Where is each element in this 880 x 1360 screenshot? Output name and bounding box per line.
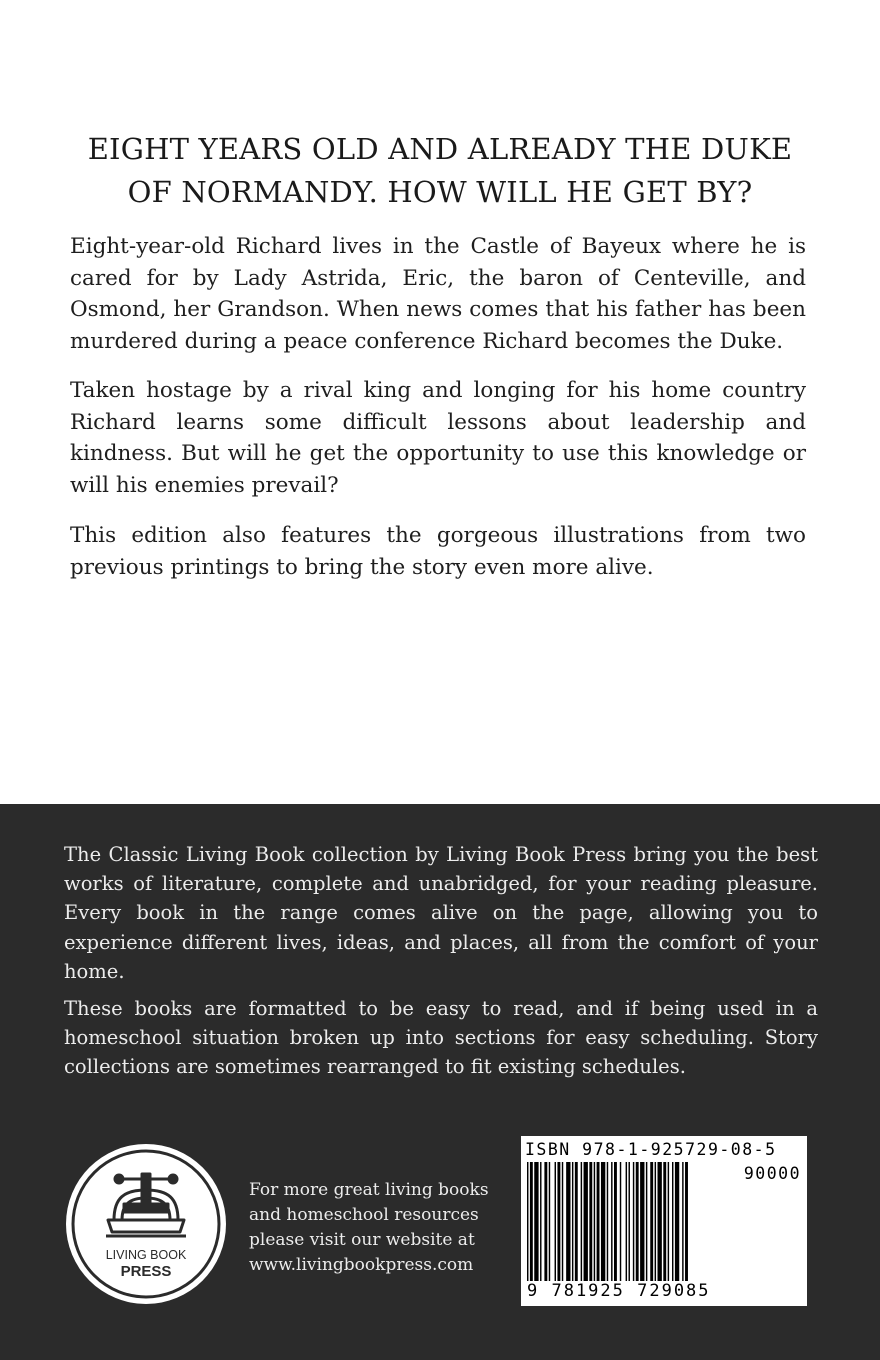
- barcode-bar: [636, 1162, 639, 1288]
- cover-bottom-panel: [0, 804, 880, 1360]
- collection-paragraph-1: The Classic Living Book collection by Living Book Press bring you the best works of literature, complete and unabridged, for your reading pleasure. Every book in the range comes alive on the page, allowing you to experience different lives, ideas, and places, all from the comfort of your home.: [64, 843, 818, 983]
- headline-line-2: OF NORMANDY. HOW WILL HE GET BY?: [127, 175, 753, 209]
- synopsis-paragraph-1: Eight-year-old Richard lives in the Castle of Bayeux where he is cared for by Lady Astrida, Eric, the baron of Centeville, and Osmond, her Grandson. When news comes that his father has been murdered during a peace conference Richard becomes the Duke.: [70, 234, 806, 354]
- barcode-bar: [611, 1162, 612, 1288]
- barcode-bar: [672, 1162, 673, 1288]
- synopsis-paragraph-3: This edition also features the gorgeous illustrations from two previous printings to bring the story even more alive.: [70, 523, 806, 580]
- ean-digits: 9 781925 729085: [527, 1281, 711, 1301]
- barcode-bar: [594, 1162, 595, 1288]
- logo-line-1: LIVING BOOK: [105, 1248, 187, 1262]
- barcode-bar: [584, 1162, 588, 1288]
- barcode-bar: [572, 1162, 573, 1288]
- barcode-bar: [614, 1162, 617, 1288]
- barcode-bar: [581, 1162, 582, 1288]
- living-book-press-logo: [64, 1142, 228, 1306]
- barcode-bar: [640, 1162, 644, 1288]
- barcode-bar: [534, 1162, 538, 1288]
- logo-line-2: PRESS: [120, 1263, 172, 1280]
- barcode-bar: [589, 1162, 592, 1288]
- barcode-bar: [597, 1162, 600, 1288]
- collection-paragraph-2: These books are formatted to be easy to read, and if being used in a homeschool situation broken up into sections for easy scheduling. Story collections are sometimes rearranged to fit existing schedules.: [64, 997, 818, 1079]
- price-code: 90000: [743, 1164, 801, 1183]
- barcode-bar: [663, 1162, 666, 1288]
- barcode-bar: [544, 1162, 547, 1288]
- barcode-bar: [675, 1162, 679, 1288]
- headline: [60, 128, 820, 214]
- headline-line-1: EIGHT YEARS OLD AND ALREADY THE DUKE: [87, 132, 793, 166]
- barcode-bar: [575, 1162, 578, 1288]
- promo-line-4: www.livingbookpress.com: [249, 1255, 474, 1275]
- synopsis-paragraph-2: Taken hostage by a rival king and longing for his home country Richard learns some difficult lessons about leadership and kindness. But will he get the opportunity to use this knowledge or will his enemies prevail?: [70, 378, 806, 498]
- barcode-bar: [650, 1162, 653, 1288]
- barcode-bar: [540, 1162, 541, 1288]
- barcode-bar: [566, 1162, 570, 1288]
- barcode-bar: [646, 1162, 647, 1288]
- barcode-bar: [607, 1162, 608, 1288]
- barcode-bar: [555, 1162, 556, 1288]
- barcode-bar: [527, 1162, 528, 1288]
- isbn-text: ISBN 978-1-925729-08-5: [525, 1140, 777, 1159]
- barcode-bar: [682, 1162, 683, 1288]
- barcode-bar: [633, 1162, 634, 1288]
- barcode-bar: [658, 1162, 662, 1288]
- website-promo: [249, 1178, 509, 1278]
- barcode-bar: [685, 1162, 688, 1288]
- barcode-bar: [629, 1162, 630, 1288]
- barcode-bar: [626, 1162, 627, 1288]
- promo-line-3: please visit our website at: [249, 1230, 475, 1250]
- barcode-bar: [601, 1162, 605, 1288]
- barcode-bar: [557, 1162, 560, 1288]
- promo-line-2: and homeschool resources: [249, 1205, 479, 1225]
- barcode-bars: [527, 1162, 737, 1288]
- barcode-bar: [562, 1162, 563, 1288]
- barcode-bar: [549, 1162, 550, 1288]
- barcode-bar: [530, 1162, 533, 1288]
- barcode-bar: [655, 1162, 656, 1288]
- barcode-bar: [620, 1162, 621, 1288]
- promo-line-1: For more great living books: [249, 1180, 489, 1200]
- isbn-barcode: [521, 1136, 807, 1306]
- barcode-bar: [668, 1162, 669, 1288]
